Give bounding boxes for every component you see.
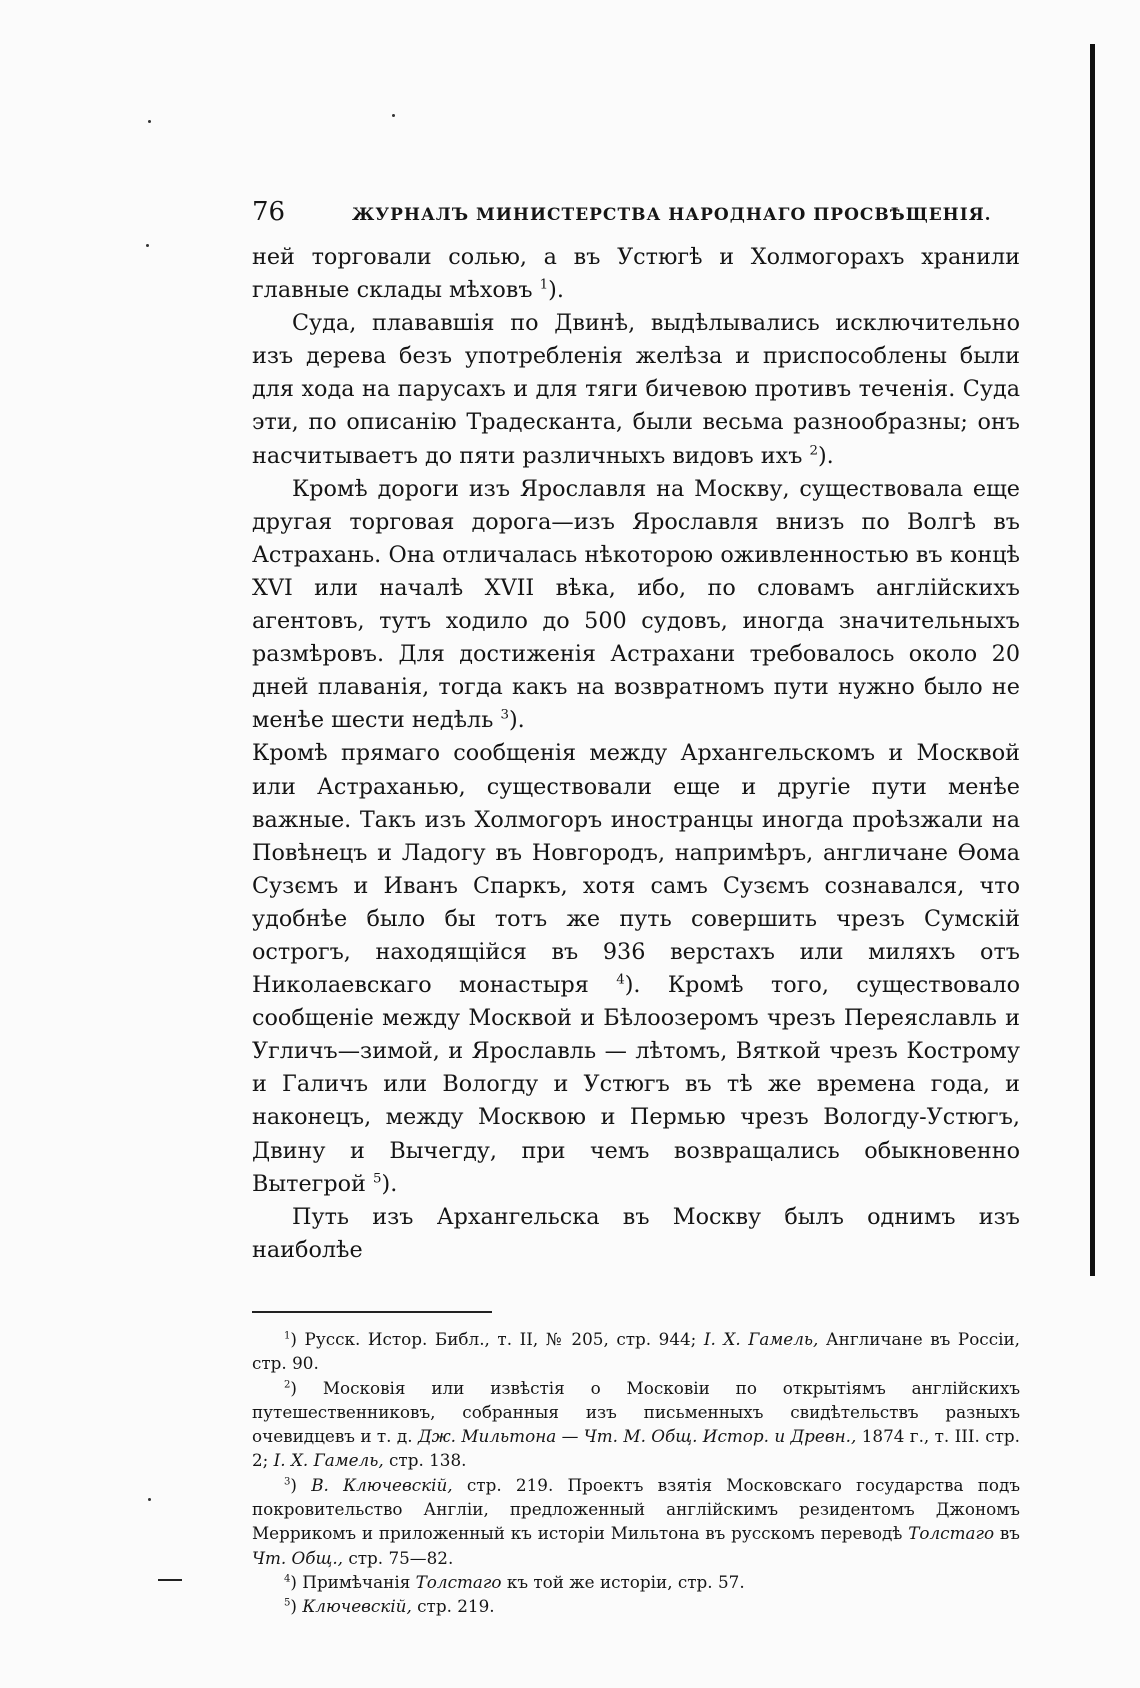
footnote-2: $^2$) Московія или извѣстія о Московіи по открытіямъ англійскихъ путешественниковъ, собранныя изъ письменныхъ свидѣтельствъ разныхъ очевидцевъ и т. д. Дж. Мильтона — Чт. М. Общ. Истор. и Древн., 1874 г., т. III. стр. 2; I. X. Гамель, стр. 138. [252,1377,1020,1471]
paragraph-1: ней торговали солью, а въ Устюгѣ и Холмогорахъ хранили главные склады мѣховъ $^1$). [252,244,1020,304]
scan-speck [148,1498,151,1501]
paragraph-3: Кромѣ дороги изъ Ярославля на Москву, существовала еще другая торговая дорога—изъ Ярославля внизъ по Волгѣ въ Астрахань. Она отличалась нѣкоторою оживленностью въ концѣ XVI или началѣ XVII вѣка, ибо, по словамъ англійскихъ агентовъ, тутъ ходило до 500 судовъ, иногда значительныхъ размѣровъ. Для достиженія Астрахани требовалось около 20 дней плаванія, тогда какъ на возвратномъ пути нужно было не менѣе шести недѣль $^3$). [252,475,1020,734]
footnote-5: $^5$) Ключевскій, стр. 219. [284,1596,495,1617]
page-number: 76 [252,197,286,227]
paragraph-4: Кромѣ прямаго сообщенія между Архангельскомъ и Москвой или Астраханью, существовали еще и другіе пути менѣе важные. Такъ изъ Холмогоръ иностранцы иногда проѣзжали на Повѣнецъ и Ладогу въ Новгородъ, напримѣръ, англичане Ѳома Сузємъ и Иванъ Спаркъ, хотя самъ Сузємъ сознавался, что удобнѣе было бы тотъ же путь совершить чрезъ Сумскій острогъ, находящійся въ 936 верстахъ или миляхъ отъ Николаевскаго монастыря $^4$). Кромѣ того, существовало сообщеніе между Москвой и Бѣлоозеромъ чрезъ Переяславль и Угличъ—зимой, и Ярославль — лѣтомъ, Вяткой чрезъ Кострому и Галичъ или Вологду и Устюгъ въ тѣ же времена года, и наконецъ, между Москвою и Пермью чрезъ Вологду-Устюгъ, Двину и Вычегду, при чемъ возвращались обыкновенно Вытегрой $^5$). [252,740,1021,1197]
footnote-ref: 2 [809,443,818,459]
footnote-4: $^4$) Примѣчанія Толстаго къ той же исторіи, стр. 57. [284,1571,745,1592]
paragraph-2: Суда, плававшія по Двинѣ, выдѣлывались исключительно изъ дерева безъ употребленія желѣза и приспособлены были для хода на парусахъ и для тяги бичевою противъ теченія. Суда эти, по описанію Традесканта, были весьма разнообразны; онъ насчитываетъ до пяти различныхъ видовъ ихъ $^2$). [252,310,1020,469]
scan-dash-mark [158,1579,182,1581]
paragraph-5: Путь изъ Архангельска въ Москву былъ однимъ изъ наиболѣе [252,1203,1020,1263]
scan-speck [392,114,395,117]
footnote-ref: 1 [539,277,549,293]
page-edge-line [1090,44,1095,1276]
scan-speck [146,244,149,247]
scan-speck [148,120,151,123]
footnote-3: $^3$) В. Ключевскій, стр. 219. Проектъ взятія Московскаго государства подъ покровительство Англіи, предложенный англійскимъ резидентомъ Джономъ Меррикомъ и приложенный къ исторіи Мильтона въ русскомъ переводѣ Толстаго въ Чт. Общ., стр. 75—82. [252,1474,1020,1568]
footnote-1: $^1$) Русск. Истор. Библ., т. II, № 205, стр. 944; I. X. Гамель, Англичане въ Россіи, стр. 90. [252,1328,1020,1374]
footnote-rule [252,1311,492,1313]
footnotes [252,1327,1020,1619]
journal-title: ЖУРНАЛЪ МИНИСТЕРСТВА НАРОДНАГО ПРОСВѢЩЕНІЯ. [352,205,992,225]
body-text [252,241,1020,1267]
footnote-ref: 3 [500,707,509,723]
book-page [252,197,1020,1618]
running-header [252,197,1020,227]
footnote-ref: 4 [616,972,625,988]
footnote-ref: 5 [373,1171,382,1187]
